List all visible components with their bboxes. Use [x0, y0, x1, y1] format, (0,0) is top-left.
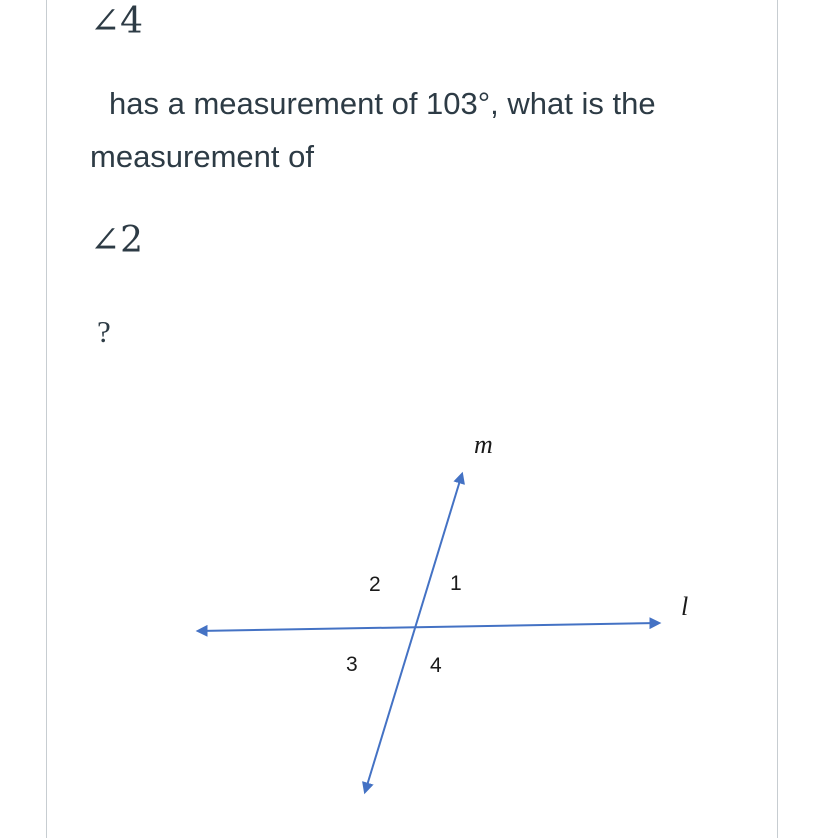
line-m: [365, 474, 462, 792]
question-line-1: has a measurement of 103°, what is the: [109, 86, 656, 121]
angle-3-label: 3: [346, 653, 358, 676]
angle-4-symbol: ∠4: [90, 1, 144, 42]
question-line-2: measurement of: [90, 139, 314, 174]
line-l: [198, 623, 659, 631]
line-m-label: m: [474, 430, 493, 459]
angle-1-label: 1: [450, 572, 462, 595]
line-l-label: l: [681, 592, 689, 621]
angle-2-symbol: ∠2: [90, 220, 144, 261]
question-mark: ?: [97, 314, 111, 349]
angle-2-label: 2: [369, 573, 381, 596]
angle-4-label: 4: [430, 654, 442, 677]
